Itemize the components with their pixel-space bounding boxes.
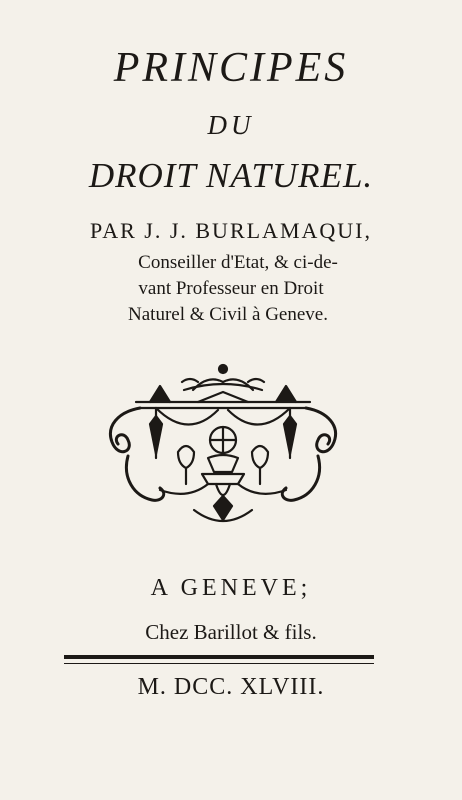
ornamental-vignette-icon (98, 360, 348, 542)
imprint-place: A GENEVE; (150, 575, 312, 601)
author-title-line-2: vant Professeur en Droit (138, 278, 324, 299)
author-title-line-1: Conseiller d'Etat, & ci-de- (138, 252, 338, 273)
author-title-line-3: Naturel & Civil à Geneve. (128, 304, 328, 325)
title-line-2: DU (207, 110, 255, 140)
double-rule-thick (64, 655, 374, 659)
title-line-1: PRINCIPES (113, 45, 349, 91)
imprint-year: M. DCC. XLVIII. (137, 674, 325, 700)
imprint-publisher: Chez Barillot & fils. (145, 620, 317, 644)
title-line-3: DROIT NATUREL. (88, 156, 374, 195)
double-rule-thin (64, 663, 374, 664)
author-name: PAR J. J. BURLAMAQUI, (89, 218, 372, 243)
